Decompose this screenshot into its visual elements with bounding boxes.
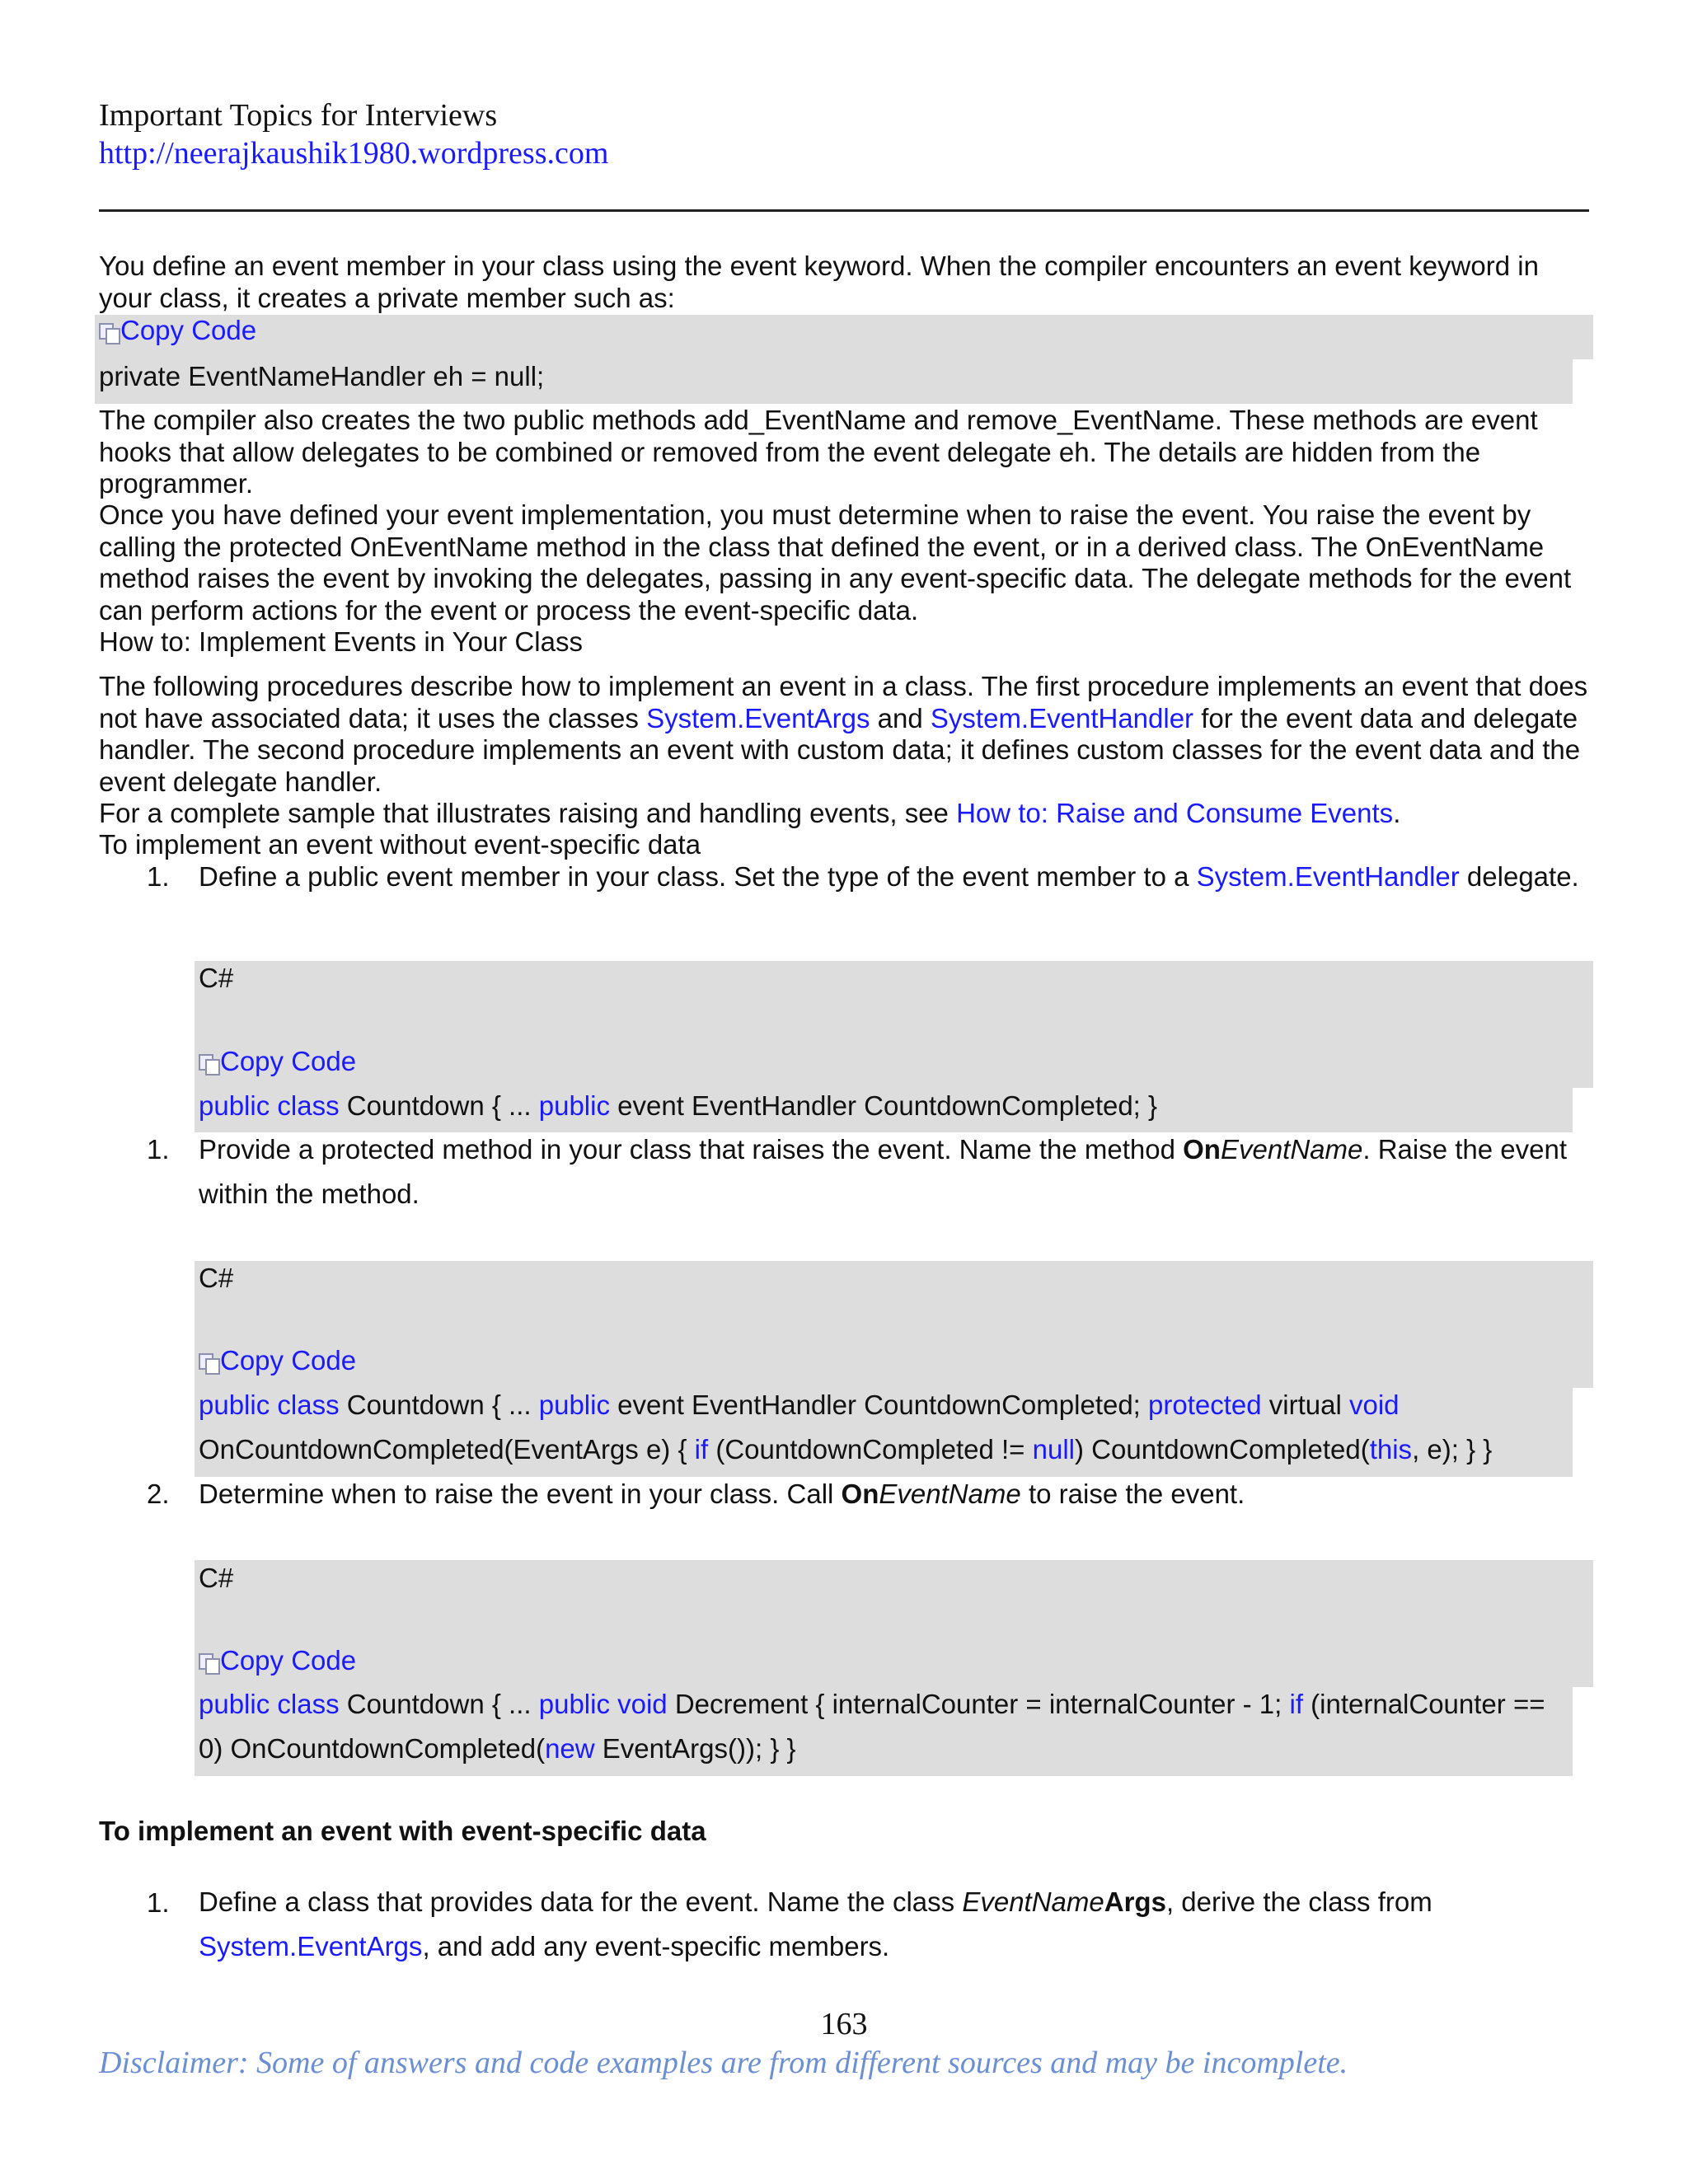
sample-paragraph: For a complete sample that illustrates raising and handling events, see How to: Raise and Consume Events. [99, 798, 1401, 828]
link-system-eventargs[interactable]: System.EventArgs [646, 702, 870, 733]
section-heading-how-to: How to: Implement Events in Your Class [99, 626, 583, 657]
code-line-3a: public class Countdown { ... public event EventHandler CountdownCompleted; protected virtual void [199, 1390, 1400, 1420]
section-2-step-1-text: Define a class that provides data for the event. Name the class EventNameArgs, derive the class from System.EventArgs, and add any event-specific members. [199, 1886, 1432, 1961]
header-title: Important Topics for Interviews [99, 98, 498, 133]
step-number: 1. [147, 861, 170, 892]
copy-code-link-2[interactable]: Copy Code [199, 1046, 356, 1078]
code-line-2: public class Countdown { ... public event EventHandler CountdownCompleted; } [199, 1090, 1158, 1121]
section-heading-with-data: To implement an event with event-specific data [99, 1816, 706, 1846]
intro-paragraph-1: You define an event member in your class using the event keyword. When the compiler encounters an event keyword in your class, it creates a private member such as: [99, 251, 1539, 313]
copy-code-link-1[interactable]: Copy Code [99, 315, 256, 347]
step-number: 2. [147, 1479, 170, 1509]
code-box-2 [195, 961, 1593, 1088]
code-box-4 [195, 1560, 1593, 1687]
copy-icon [199, 1653, 218, 1671]
link-system-eventargs-2[interactable]: System.EventArgs [199, 1931, 423, 1961]
copy-icon [99, 323, 119, 341]
step-number: 1. [147, 1134, 170, 1165]
link-system-eventhandler[interactable]: System.EventHandler [930, 702, 1194, 733]
link-system-eventhandler-2[interactable]: System.EventHandler [1196, 861, 1460, 892]
procedures-paragraph: The following procedures describe how to implement an event in a class. The first procedure implements an event that does not have associated data; it uses the classes System.EventArgs and System.EventHandler for the event data and delegate handler. The second procedure implements an event with custom data; it defines custom classes for the event data and the event delegate handler. [99, 671, 1588, 797]
copy-code-link-3[interactable]: Copy Code [199, 1345, 356, 1377]
code-line-4b: 0) OnCountdownCompleted(new EventArgs()); } } [199, 1733, 796, 1764]
disclaimer: Disclaimer: Some of answers and code examples are from different sources and may be incomplete. [99, 2046, 1348, 2080]
header-divider [99, 209, 1589, 212]
subheading-without-data: To implement an event without event-specific data [99, 829, 701, 860]
code-line-3b: OnCountdownCompleted(EventArgs e) { if (CountdownCompleted != null) CountdownCompleted(this, e); } } [199, 1434, 1493, 1465]
step-number: 1. [147, 1887, 170, 1918]
intro-paragraph-2: The compiler also creates the two public methods add_EventName and remove_EventName. These methods are event hooks that allow delegates to be combined or removed from the event delegate eh. The details are hidden from the programmer. [99, 405, 1538, 499]
copy-code-link-4[interactable]: Copy Code [199, 1645, 356, 1677]
step-3-text: Determine when to raise the event in your class. Call OnEventName to raise the event. [199, 1479, 1245, 1509]
code-lang-label: C# [199, 1263, 234, 1293]
code-line-4a: public class Countdown { ... public void Decrement { internalCounter = internalCounter - 1; if (internalCounter == [199, 1689, 1545, 1719]
page-number: 163 [820, 2007, 868, 2041]
copy-icon [199, 1353, 218, 1371]
link-raise-consume-events[interactable]: How to: Raise and Consume Events [956, 798, 1394, 828]
code-box-1 [95, 315, 1593, 359]
step-1-text: Define a public event member in your class. Set the type of the event member to a System.EventHandler delegate. [199, 861, 1579, 892]
header-url-link[interactable]: http://neerajkaushik1980.wordpress.com [99, 136, 609, 171]
code-lang-label: C# [199, 1563, 234, 1593]
code-box-3 [195, 1261, 1593, 1388]
step-2-text: Provide a protected method in your class that raises the event. Name the method OnEventName. Raise the event within the method. [199, 1134, 1568, 1209]
code-line-1: private EventNameHandler eh = null; [99, 361, 545, 391]
intro-paragraph-3: Once you have defined your event implementation, you must determine when to raise the event. You raise the event by calling the protected OnEventName method in the class that defined the event, or in a derived class. The OnEventName method raises the event by invoking the delegates, passing in any event-specific data. The delegate methods for the event can perform actions for the event or process the event-specific data. [99, 499, 1572, 626]
code-lang-label: C# [199, 963, 234, 993]
copy-icon [199, 1054, 218, 1072]
